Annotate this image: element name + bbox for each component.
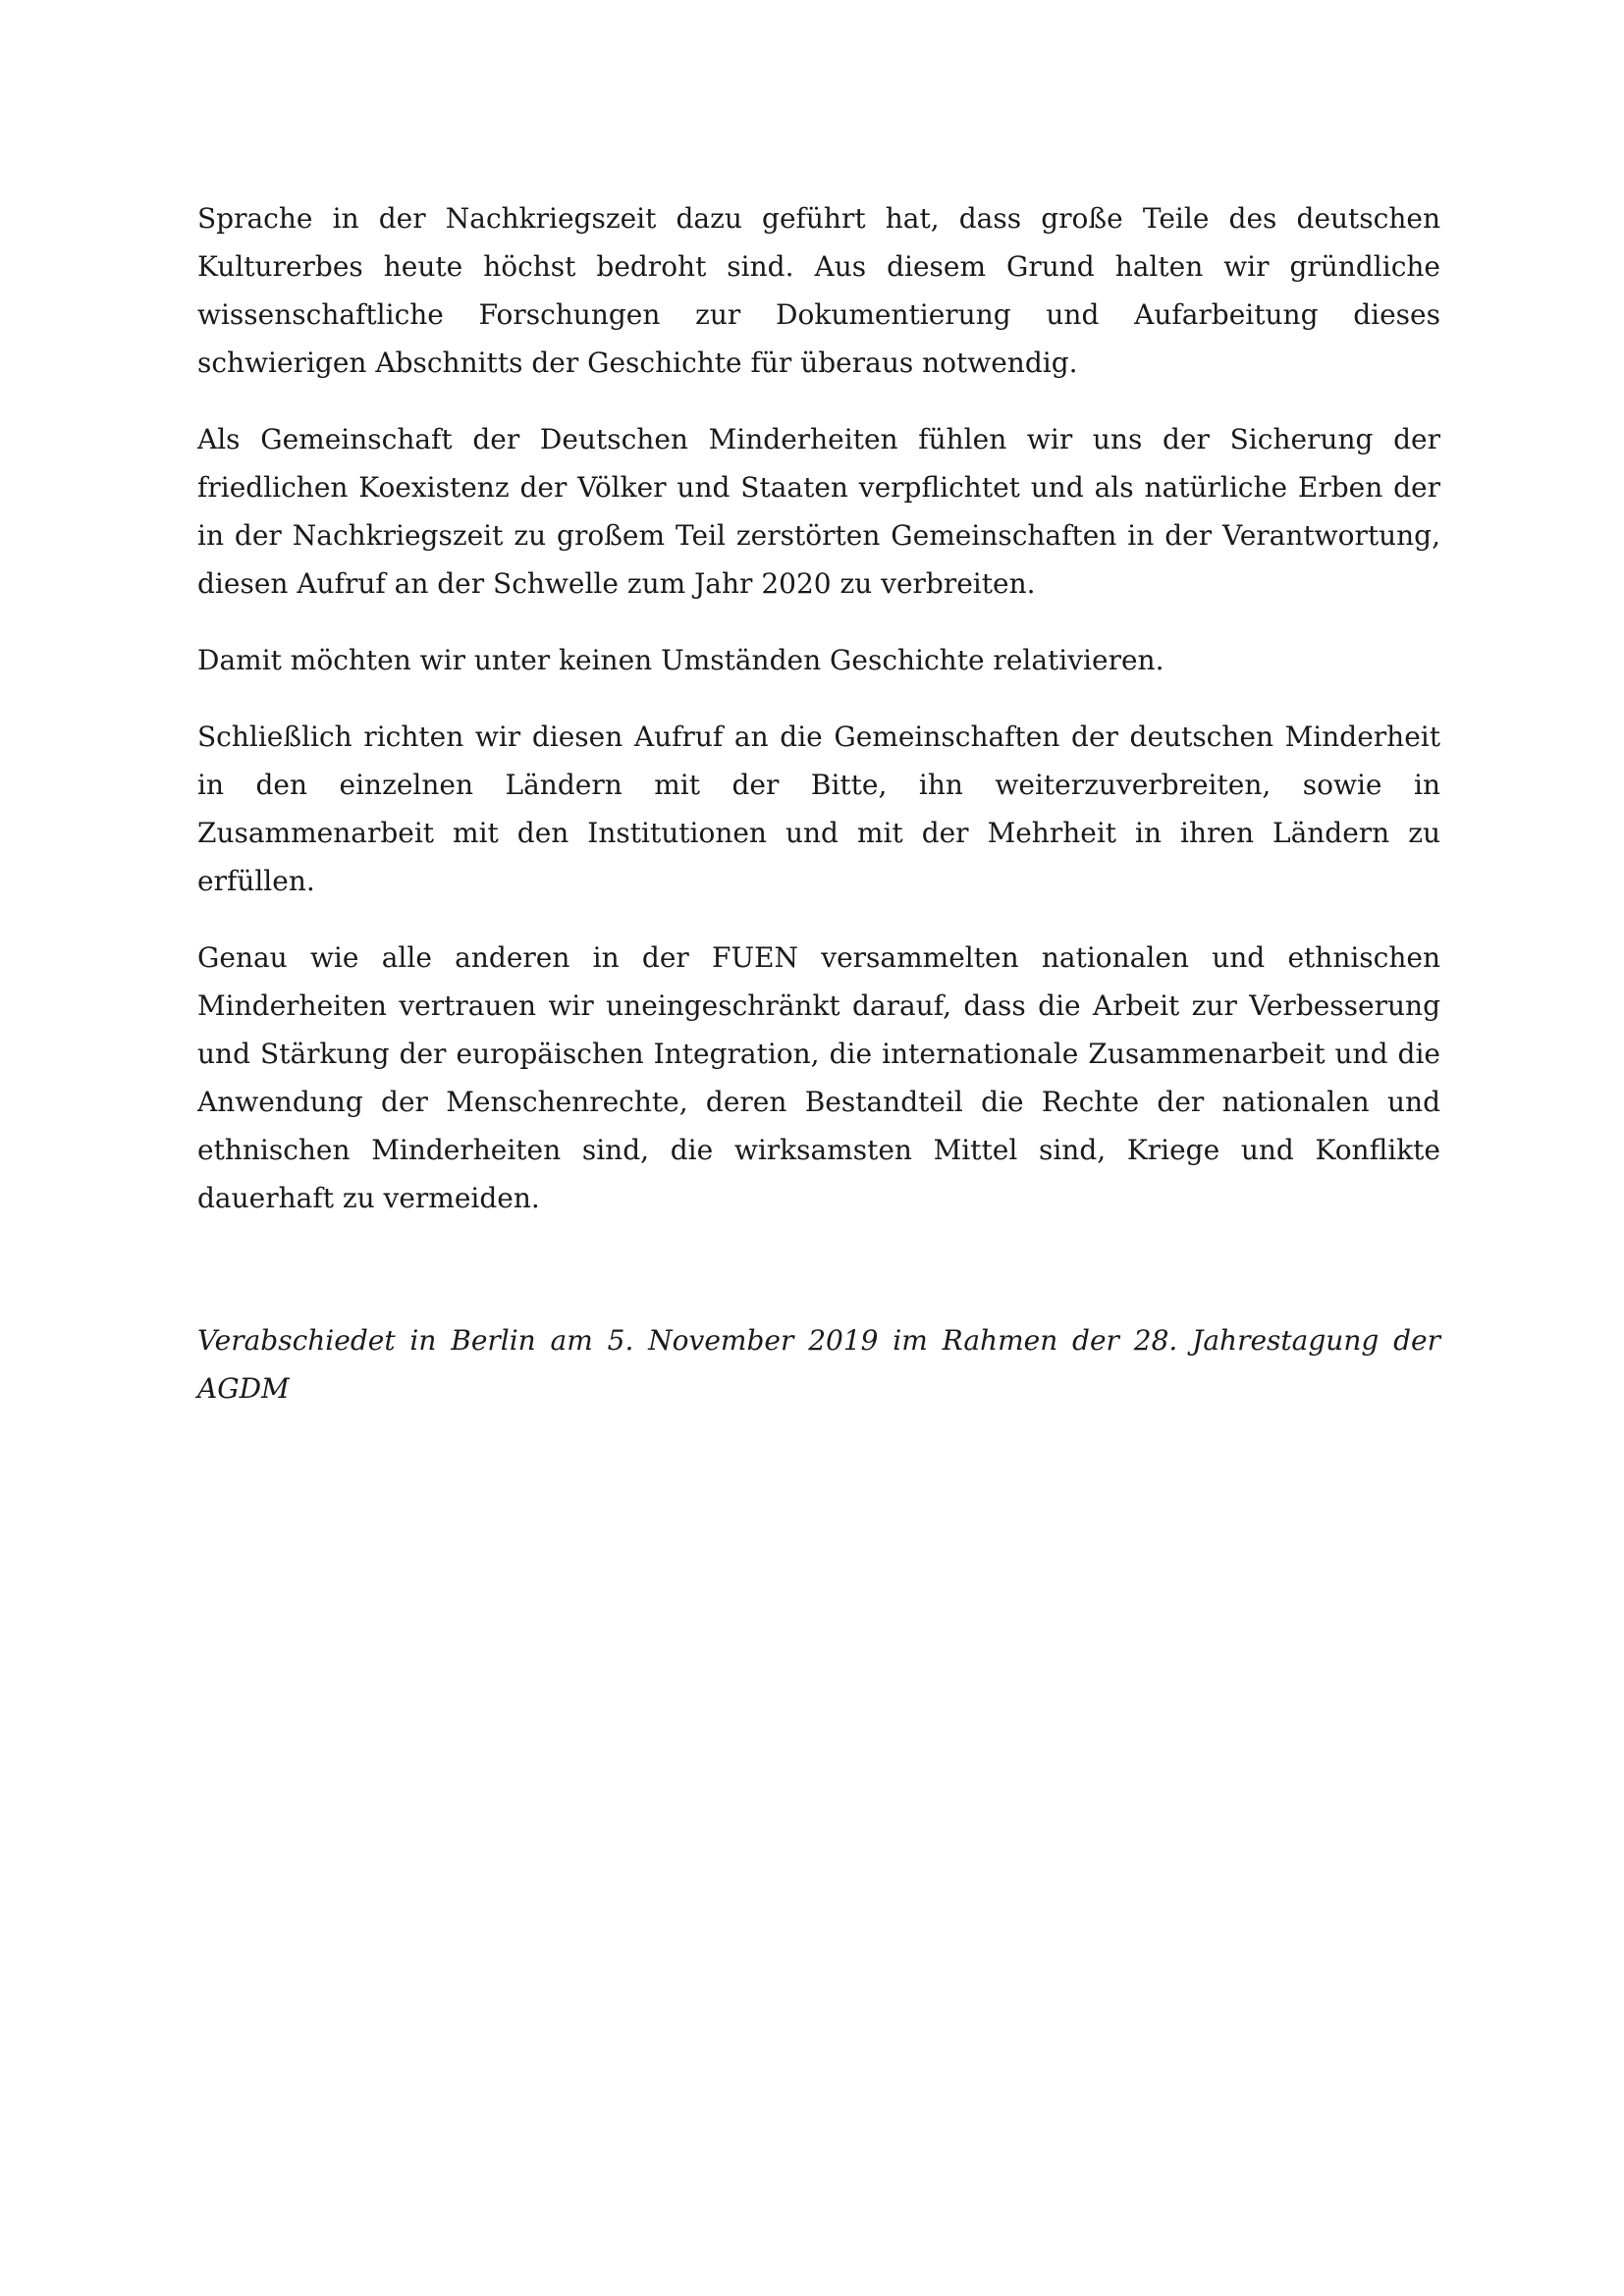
paragraph-fuen-integration: Genau wie alle anderen in der FUEN versammelten nationalen und ethnischen Minderheiten vertrauen wir uneingeschränkt darauf, dass die Arbeit zur Verbesserung und Stärkung der europäischen Integration, die internationale Zusammenarbeit und die Anwendung der Menschenrechte, deren Bestandteil die Rechte der nationalen und ethnischen Minderheiten sind, die wirksamsten Mittel sind, Kriege und Konflikte dauerhaft zu vermeiden. xyxy=(197,941,1440,1214)
adoption-note: Verabschiedet in Berlin am 5. November 2019 im Rahmen der 28. Jahrestagung der AGDM xyxy=(197,1324,1440,1405)
paragraph-appeal-to-communities: Schließlich richten wir diesen Aufruf an die Gemeinschaften der deutschen Minderheit in den einzelnen Ländern mit der Bitte, ihn weiterzuverbreiten, sowie in Zusammenarbeit mit den Institutionen und mit der Mehrheit in ihren Ländern zu erfüllen. xyxy=(197,721,1440,897)
paragraph-no-relativizing: Damit möchten wir unter keinen Umständen Geschichte relativieren. xyxy=(197,644,1164,676)
paragraph-heritage-research: Sprache in der Nachkriegszeit dazu geführt hat, dass große Teile des deutschen Kulturerbes heute höchst bedroht sind. Aus diesem Grund halten wir gründliche wissenschaftliche Forschungen zur Dokumentierung und Aufarbeitung dieses schwierigen Abschnitts der Geschichte für überaus notwendig. xyxy=(197,202,1440,379)
document-body xyxy=(197,194,1440,1440)
paragraph-community-responsibility: Als Gemeinschaft der Deutschen Minderheiten fühlen wir uns der Sicherung der friedlichen Koexistenz der Völker und Staaten verpflichtet und als natürliche Erben der in der Nachkriegszeit zu großem Teil zerstörten Gemeinschaften in der Verantwortung, diesen Aufruf an der Schwelle zum Jahr 2020 zu verbreiten. xyxy=(197,423,1440,600)
